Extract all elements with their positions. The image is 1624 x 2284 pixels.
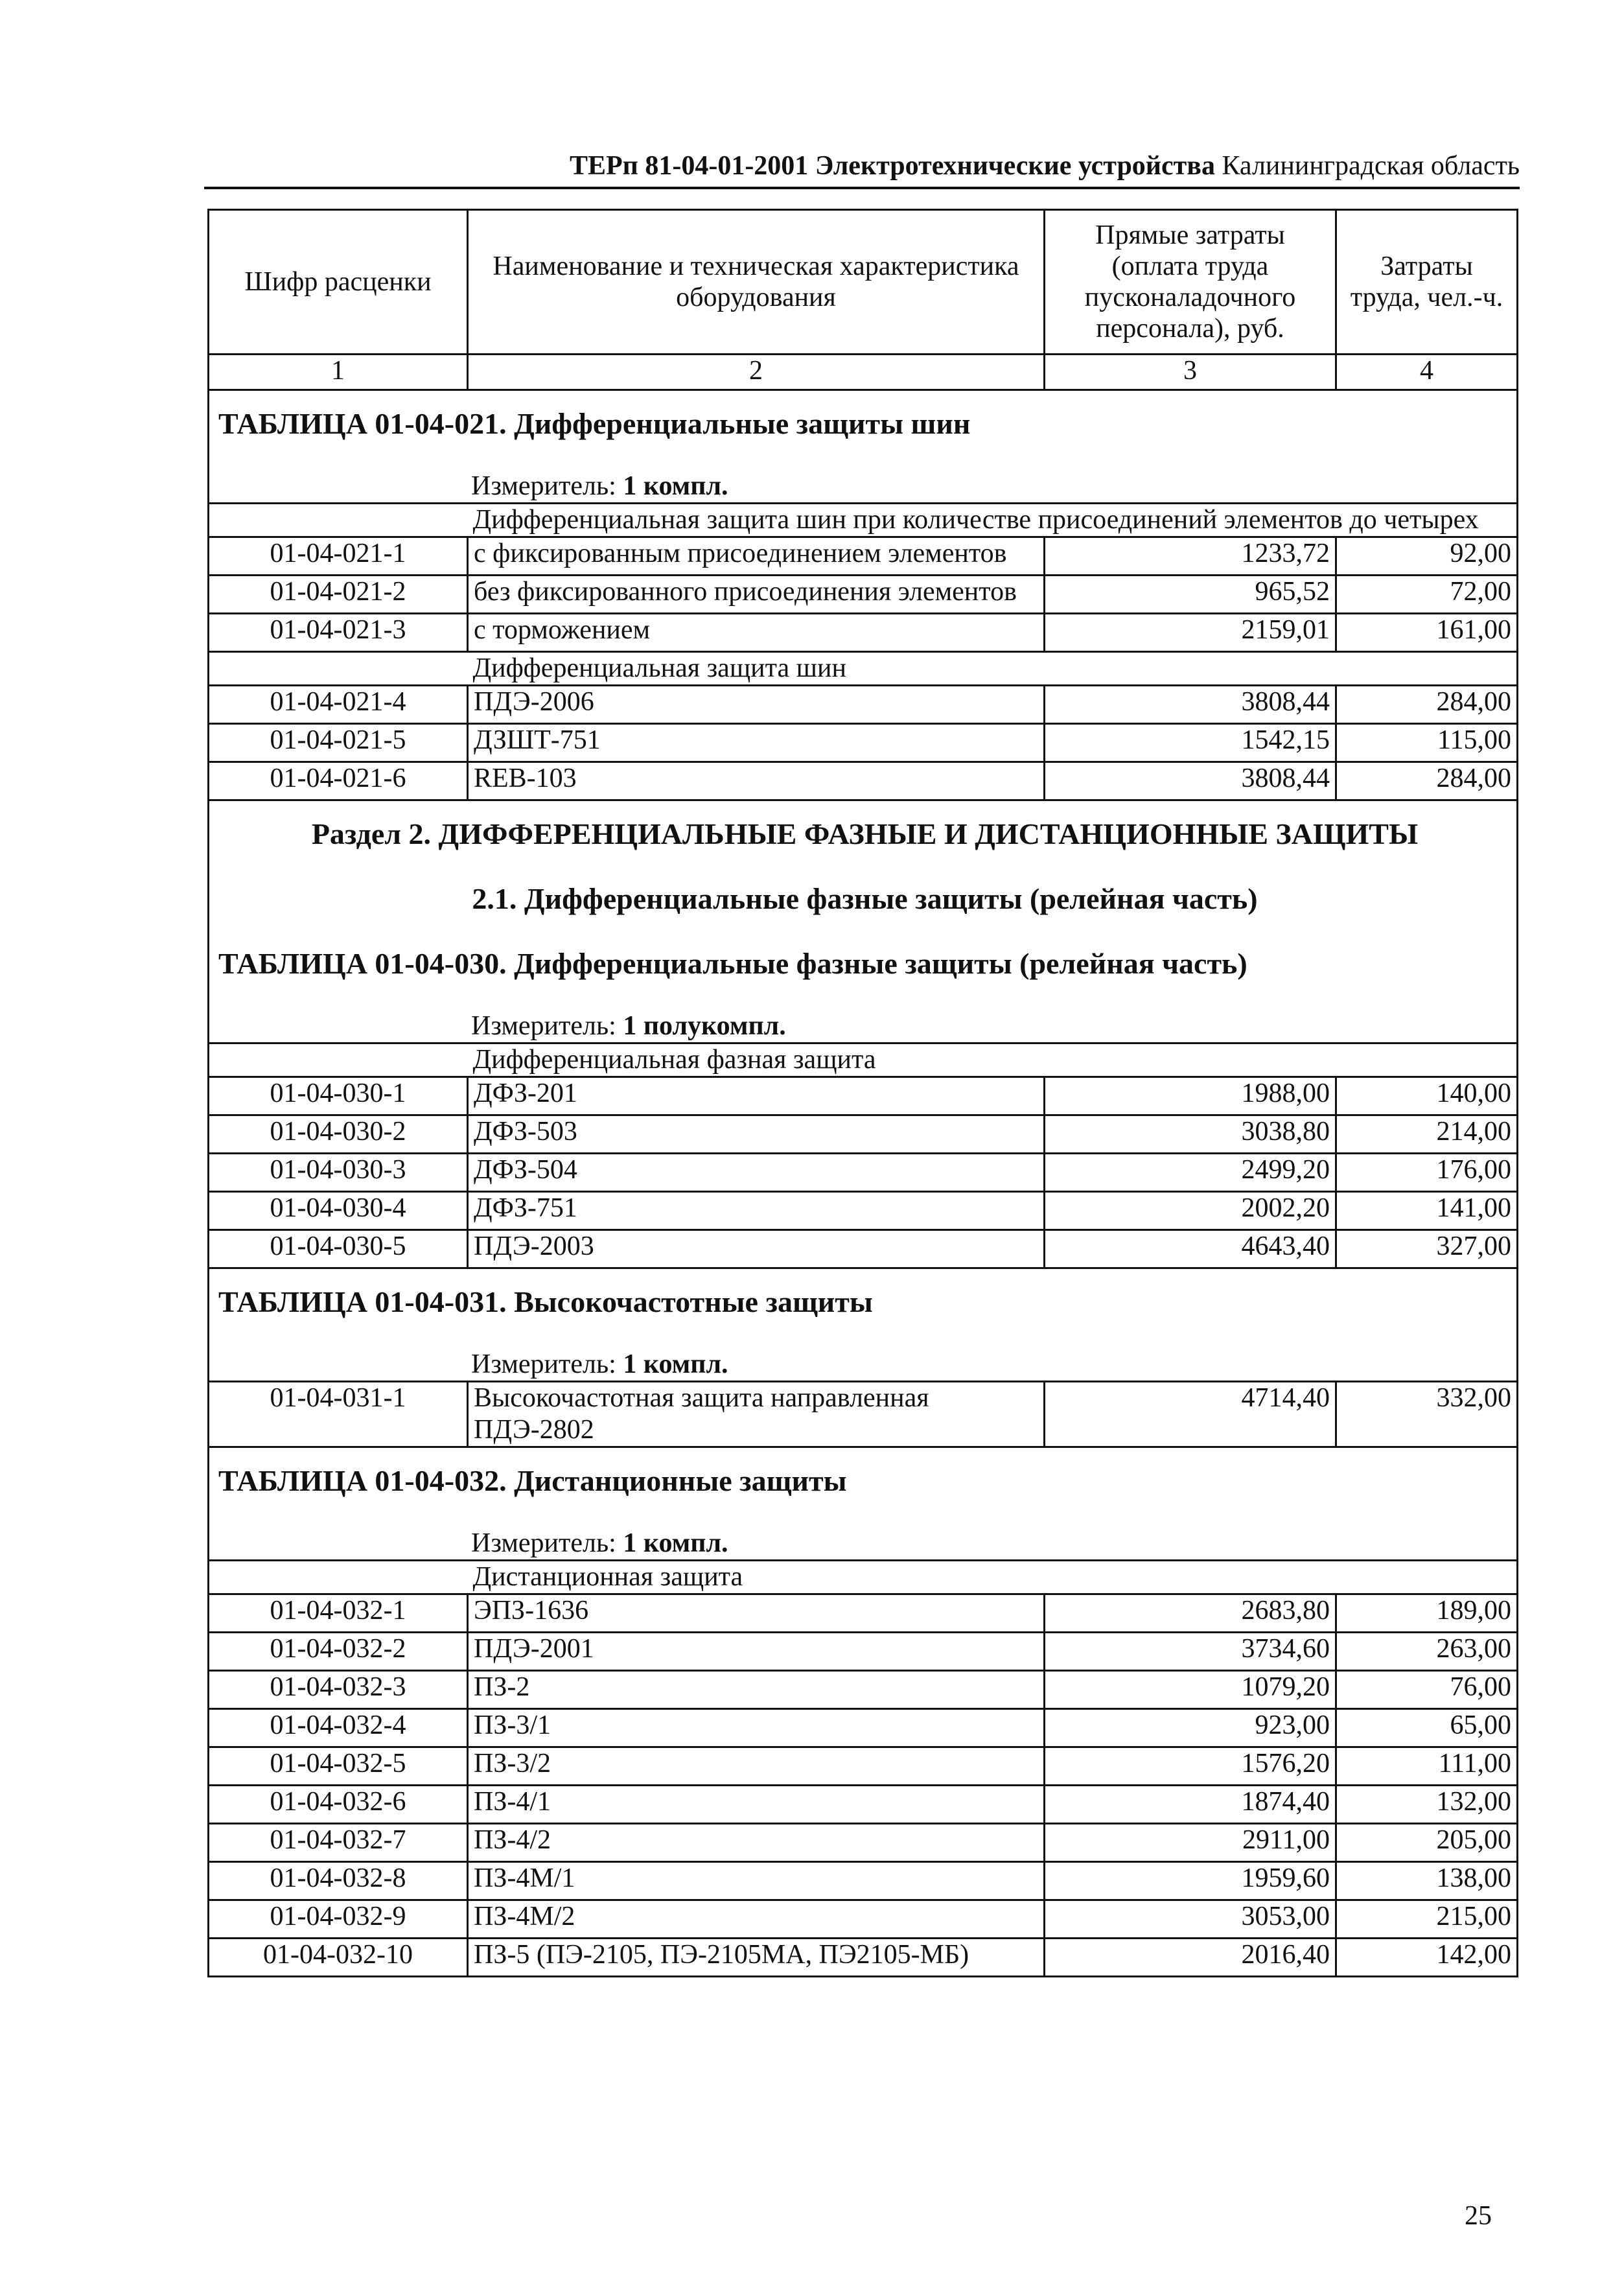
group-label: Дифференциальная фазная защита (468, 1043, 1518, 1077)
meter-row (209, 456, 1518, 504)
row-name: ПЗ-4М/2 (468, 1900, 1045, 1939)
row-name: ПДЭ-2003 (468, 1230, 1045, 1268)
row-labor: 141,00 (1336, 1192, 1518, 1230)
col-num-3: 3 (1045, 355, 1336, 390)
row-code: 01-04-030-4 (209, 1192, 468, 1230)
column-headers (209, 210, 1518, 355)
row-cost: 1233,72 (1045, 537, 1336, 576)
meter-value: 1 компл. (623, 471, 728, 501)
table-row (209, 762, 1518, 800)
row-name: ПДЭ-2006 (468, 686, 1045, 724)
row-name: ПЗ-3/2 (468, 1747, 1045, 1786)
row-labor: 284,00 (1336, 762, 1518, 800)
row-cost: 2683,80 (1045, 1594, 1336, 1633)
row-name: ДЗШТ-751 (468, 724, 1045, 762)
column-numbers (209, 355, 1518, 390)
page-number: 25 (1465, 2201, 1492, 2231)
table-row (209, 1900, 1518, 1939)
row-cost: 965,52 (1045, 576, 1336, 614)
group-row (209, 504, 1518, 537)
row-cost: 3808,44 (1045, 762, 1336, 800)
group-lead (209, 504, 468, 537)
row-cost: 4714,40 (1045, 1382, 1336, 1447)
row-name: REB-103 (468, 762, 1045, 800)
table-row (209, 686, 1518, 724)
col-header-cost: Прямые затраты (оплата труда пусконаладочного персонала), руб. (1045, 210, 1336, 355)
row-cost: 1542,15 (1045, 724, 1336, 762)
col-num-1: 1 (209, 355, 468, 390)
row-labor: 176,00 (1336, 1154, 1518, 1192)
row-labor: 111,00 (1336, 1747, 1518, 1786)
section-2-title: Раздел 2. ДИФФЕРЕНЦИАЛЬНЫЕ ФАЗНЫЕ И ДИСТАНЦИОННЫЕ ЗАЩИТЫ (209, 800, 1518, 867)
row-labor: 161,00 (1336, 614, 1518, 652)
row-name: с торможением (468, 614, 1045, 652)
col-num-4: 4 (1336, 355, 1518, 390)
row-code: 01-04-030-2 (209, 1115, 468, 1154)
row-code: 01-04-032-3 (209, 1671, 468, 1709)
row-cost: 1988,00 (1045, 1077, 1336, 1115)
row-code: 01-04-021-3 (209, 614, 468, 652)
row-name: ДФЗ-504 (468, 1154, 1045, 1192)
table-021-title: ТАБЛИЦА 01-04-021. Дифференциальные защиты шин (209, 390, 1518, 456)
row-labor: 138,00 (1336, 1862, 1518, 1900)
row-code: 01-04-032-4 (209, 1709, 468, 1747)
row-labor: 140,00 (1336, 1077, 1518, 1115)
row-cost: 2159,01 (1045, 614, 1336, 652)
table-row (209, 1077, 1518, 1115)
table-row (209, 1594, 1518, 1633)
row-code: 01-04-021-4 (209, 686, 468, 724)
row-code: 01-04-031-1 (209, 1382, 468, 1447)
row-code: 01-04-030-3 (209, 1154, 468, 1192)
row-cost: 923,00 (1045, 1709, 1336, 1747)
table-row (209, 1230, 1518, 1268)
meter-row (209, 1334, 1518, 1382)
row-code: 01-04-021-1 (209, 537, 468, 576)
row-labor: 72,00 (1336, 576, 1518, 614)
row-cost: 1874,40 (1045, 1786, 1336, 1824)
row-labor: 332,00 (1336, 1382, 1518, 1447)
row-cost: 1079,20 (1045, 1671, 1336, 1709)
header-region: Калининградская область (1222, 151, 1520, 181)
price-table (207, 209, 1518, 1977)
table-row (209, 1786, 1518, 1824)
row-name: ДФЗ-751 (468, 1192, 1045, 1230)
row-labor: 284,00 (1336, 686, 1518, 724)
row-cost: 1576,20 (1045, 1747, 1336, 1786)
table-032-title-row (209, 1447, 1518, 1513)
row-code: 01-04-032-7 (209, 1824, 468, 1862)
row-cost: 2016,40 (1045, 1939, 1336, 1977)
header-title: Электротехнические устройства (815, 151, 1215, 181)
row-cost: 4643,40 (1045, 1230, 1336, 1268)
table-row (209, 1154, 1518, 1192)
col-header-name: Наименование и техническая характеристика оборудования (468, 210, 1045, 355)
group-row (209, 1561, 1518, 1594)
row-name: Высокочастотная защита направленная ПДЭ-2802 (468, 1382, 1045, 1447)
row-name: ПЗ-4/1 (468, 1786, 1045, 1824)
meter-row (209, 1513, 1518, 1561)
col-num-2: 2 (468, 355, 1045, 390)
table-row (209, 576, 1518, 614)
table-030-title: ТАБЛИЦА 01-04-030. Дифференциальные фазные защиты (релейная часть) (209, 931, 1518, 996)
row-cost: 3053,00 (1045, 1900, 1336, 1939)
row-name: без фиксированного присоединения элементов (468, 576, 1045, 614)
meter-label: Измеритель: (471, 471, 616, 501)
table-row (209, 1671, 1518, 1709)
table-021-title-row (209, 390, 1518, 456)
row-code: 01-04-032-5 (209, 1747, 468, 1786)
table-031-title: ТАБЛИЦА 01-04-031. Высокочастотные защиты (209, 1268, 1518, 1334)
row-name: ПЗ-4М/1 (468, 1862, 1045, 1900)
table-row (209, 1382, 1518, 1447)
row-cost: 2002,20 (1045, 1192, 1336, 1230)
table-row (209, 614, 1518, 652)
row-cost: 2499,20 (1045, 1154, 1336, 1192)
row-code: 01-04-032-1 (209, 1594, 468, 1633)
row-labor: 205,00 (1336, 1824, 1518, 1862)
table-row (209, 1747, 1518, 1786)
table-row (209, 1115, 1518, 1154)
row-code: 01-04-030-1 (209, 1077, 468, 1115)
group-row (209, 1043, 1518, 1077)
row-code: 01-04-021-2 (209, 576, 468, 614)
group-label: Дифференциальная защита шин (468, 652, 1518, 686)
table-row (209, 1192, 1518, 1230)
section-2-1-subtitle: 2.1. Дифференциальные фазные защиты (релейная часть) (209, 866, 1518, 931)
section-2-1-subtitle-row (209, 866, 1518, 931)
table-row (209, 1862, 1518, 1900)
row-labor: 115,00 (1336, 724, 1518, 762)
section-2-title-row (209, 800, 1518, 867)
row-name: ДФЗ-503 (468, 1115, 1045, 1154)
meter-cell (209, 996, 1518, 1043)
header-code: ТЕРп 81-04-01-2001 (569, 151, 809, 181)
group-label: Дифференциальная защита шин при количестве присоединений элементов до четырех (468, 504, 1518, 537)
row-labor: 214,00 (1336, 1115, 1518, 1154)
row-cost: 3734,60 (1045, 1633, 1336, 1671)
row-labor: 92,00 (1336, 537, 1518, 576)
table-row (209, 1633, 1518, 1671)
table-row (209, 1824, 1518, 1862)
row-code: 01-04-032-6 (209, 1786, 468, 1824)
row-name: ПДЭ-2001 (468, 1633, 1045, 1671)
row-name: ПЗ-4/2 (468, 1824, 1045, 1862)
group-lead (209, 1561, 468, 1594)
meter-label: Измеритель: (471, 1349, 616, 1379)
row-name: с фиксированным присоединением элементов (468, 537, 1045, 576)
table-031-title-row (209, 1268, 1518, 1334)
group-row (209, 652, 1518, 686)
table-030-title-row (209, 931, 1518, 996)
row-labor: 65,00 (1336, 1709, 1518, 1747)
row-labor: 76,00 (1336, 1671, 1518, 1709)
meter-row (209, 996, 1518, 1043)
row-name: ДФЗ-201 (468, 1077, 1045, 1115)
group-lead (209, 652, 468, 686)
row-cost: 3808,44 (1045, 686, 1336, 724)
row-code: 01-04-032-9 (209, 1900, 468, 1939)
row-cost: 2911,00 (1045, 1824, 1336, 1862)
row-code: 01-04-032-2 (209, 1633, 468, 1671)
row-code: 01-04-032-8 (209, 1862, 468, 1900)
meter-label: Измеритель: (471, 1528, 616, 1558)
row-name: ПЗ-5 (ПЭ-2105, ПЭ-2105МА, ПЭ2105-МБ) (468, 1939, 1045, 1977)
row-labor: 142,00 (1336, 1939, 1518, 1977)
group-label: Дистанционная защита (468, 1561, 1518, 1594)
meter-cell (209, 1334, 1518, 1382)
row-labor: 327,00 (1336, 1230, 1518, 1268)
row-code: 01-04-030-5 (209, 1230, 468, 1268)
meter-value: 1 полукомпл. (623, 1011, 786, 1041)
row-labor: 132,00 (1336, 1786, 1518, 1824)
meter-label: Измеритель: (471, 1011, 616, 1041)
row-name: ЭПЗ-1636 (468, 1594, 1045, 1633)
table-032-title: ТАБЛИЦА 01-04-032. Дистанционные защиты (209, 1447, 1518, 1513)
col-header-code: Шифр расценки (209, 210, 468, 355)
table-row (209, 724, 1518, 762)
group-lead (209, 1043, 468, 1077)
row-labor: 263,00 (1336, 1633, 1518, 1671)
col-header-labor: Затраты труда, чел.-ч. (1336, 210, 1518, 355)
meter-value: 1 компл. (623, 1349, 728, 1379)
table-row (209, 1709, 1518, 1747)
row-name: ПЗ-3/1 (468, 1709, 1045, 1747)
row-cost: 1959,60 (1045, 1862, 1336, 1900)
row-name: ПЗ-2 (468, 1671, 1045, 1709)
meter-cell (209, 1513, 1518, 1561)
meter-cell (209, 456, 1518, 504)
row-code: 01-04-021-5 (209, 724, 468, 762)
row-code: 01-04-032-10 (209, 1939, 468, 1977)
table-row (209, 537, 1518, 576)
row-code: 01-04-021-6 (209, 762, 468, 800)
row-labor: 189,00 (1336, 1594, 1518, 1633)
row-labor: 215,00 (1336, 1900, 1518, 1939)
table-row (209, 1939, 1518, 1977)
meter-value: 1 компл. (623, 1528, 728, 1558)
row-cost: 3038,80 (1045, 1115, 1336, 1154)
running-header (204, 150, 1520, 189)
